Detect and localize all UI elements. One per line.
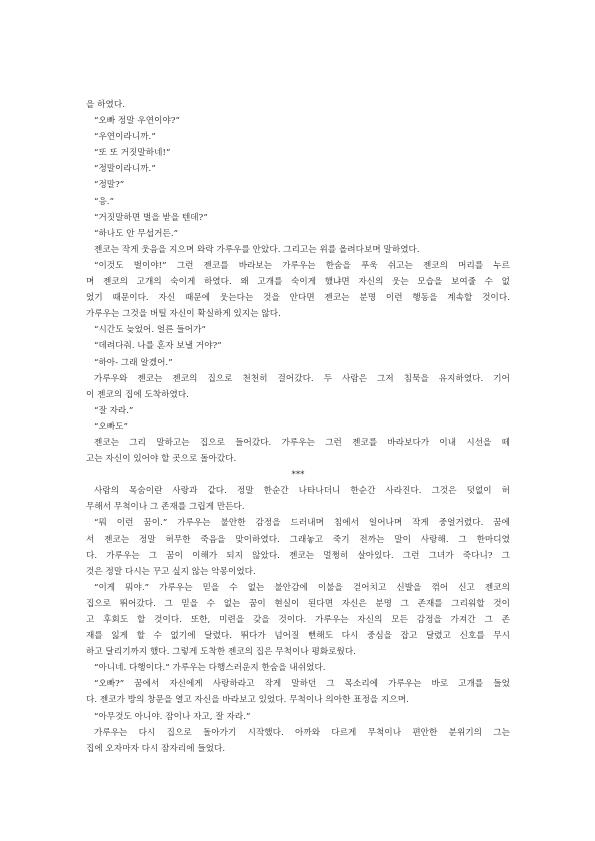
text-line: “정말이라니까.” — [94, 164, 156, 175]
text-line: 젠코는 그리 말하고는 집으로 들어갔다. 가루우는 그런 젠코를 바라보다가 이내 시선을 떼 — [94, 437, 510, 448]
text-line: 집에 오자마자 다시 잠자리에 들었다. — [86, 743, 226, 754]
text-line: “오빠 정말 우연이야?” — [94, 116, 180, 127]
text-line: 다. 젠코가 방의 창문을 열고 자신을 바라보고 있었다. 무척이나 의아한 표정을 지으며. — [86, 695, 409, 706]
text-line: “아무것도 아니야. 잠이나 자고, 잘 자라.” — [94, 711, 251, 722]
text-line: “응.” — [94, 196, 115, 207]
text-line: 이 젠코의 집에 도착하였다. — [86, 389, 189, 400]
text-line: “이것도 벌이야!” 그런 젠코를 바라보는 가루우는 한숨을 푸욱 쉬고는 젠코의 머리를 누르 — [94, 260, 510, 271]
text-line: 었기 때문이다. 자신 때문에 웃는다는 것을 안다면 젠코는 분명 이런 행동을 계속할 것이다. — [86, 293, 510, 304]
text-line: 고 후회도 할 것이다. 또한, 미련을 갖을 것이다. 가루우는 자신의 모든 감정을 가져간 그 존 — [86, 615, 510, 625]
text-line: “잘 자라.” — [94, 405, 134, 416]
text-line: 고는 자신이 있어야 할 곳으로 돌아갔다. — [86, 454, 237, 465]
text-line: “거짓말하면 벌을 받을 텐데?” — [94, 212, 208, 223]
text-line: 재를 잃게 할 수 없기에 달렸다. 뛰다가 넘어질 뻔해도 다시 중심을 잡고 달렸고 신호를 무시 — [86, 631, 510, 642]
text-line: 것은 정말 다시는 꾸고 싶지 않는 악몽이었다. — [86, 566, 256, 577]
text-line: 며 젠코의 고개의 숙이게 하였다. 왜 고개를 숙이게 했냐면 자신의 웃는 모습을 보여줄 수 없 — [86, 277, 510, 288]
text-line: 다. 가루우는 그 꿈이 이해가 되지 않았다. 젠코는 멀쩡히 살아있다. 그런 그녀가 죽다니? 그 — [86, 550, 510, 561]
text-line: “이게 뭐야.” 가루우는 믿을 수 없는 불안감에 이불을 걷어치고 신발을 꺾어 신고 젠코의 — [94, 582, 510, 593]
text-line: 서 젠코는 정말 허무한 죽음을 맞이하였다. 그래놓고 죽기 전까는 말이 사랑해. 그 한마디였 — [86, 534, 510, 545]
text-line: “뭐 이런 꿈이.” 가루우는 불안한 감정을 드러내며 침에서 일어나며 작게 중얼거렸다. 꿈에 — [94, 518, 510, 529]
text-line: “오빠?” 꿈에서 자신에게 사랑하라고 작게 말하던 그 목소리에 가루우는 바로 고개를 들었 — [94, 679, 510, 690]
text-line: “정말?” — [94, 180, 125, 191]
text-line: “하아- 그래 알겠어.” — [94, 357, 173, 368]
text-line: 젠코는 작게 웃음을 지으며 와락 가루우를 안았다. 그리고는 위를 올려다보며 말하였다. — [94, 244, 420, 255]
text-line: “우연이라니까.” — [94, 132, 156, 143]
text-line: “오빠도” — [94, 421, 128, 432]
text-line: “아니네. 다행이다.” 가루우는 다행스러운지 한숨을 내쉬었다. — [94, 663, 326, 674]
text-line: 집으로 뛰어갔다. 그 믿을 수 없는 꿈이 현실이 된다면 자신은 분명 그 존재를 그리워할 것이 — [86, 598, 510, 609]
text-line: 가루우와 젠코는 젠코의 집으로 천천히 걸어갔다. 두 사람은 그저 침묵을 유지하였다. 기어 — [94, 373, 510, 384]
text-line: 사람의 목숨이란 사랑과 같다. 정말 한순간 나타나더니 한순간 사라진다. 그것은 덧없이 허 — [94, 486, 510, 497]
text-line: 무해서 무척이나 그 존재를 그립게 만든다. — [86, 502, 245, 513]
text-line: “데려다줘. 나를 혼자 보낼 거야?” — [94, 341, 222, 352]
text-line: 가루우는 그것을 버틸 자신이 확실하게 있지는 않다. — [86, 309, 281, 320]
text-line: 하고 달리기까지 했다. 그렇게 도착한 젠코의 집은 무척이나 평화로웠다. — [86, 647, 357, 658]
text-line: 가루우는 다시 집으로 돌아가기 시작했다. 아까와 다르게 무척이나 편안한 분위기의 그는 — [94, 727, 510, 738]
section-divider: *** — [291, 470, 305, 481]
text-line: “하나도 안 무섭거든.” — [94, 228, 179, 239]
body-text — [86, 97, 510, 757]
text-line: “또 또 거짓말하네!” — [94, 148, 171, 159]
text-line: “시간도 늦었어. 얼른 들어가” — [94, 325, 206, 336]
text-line: 을 하였다. — [86, 100, 125, 110]
